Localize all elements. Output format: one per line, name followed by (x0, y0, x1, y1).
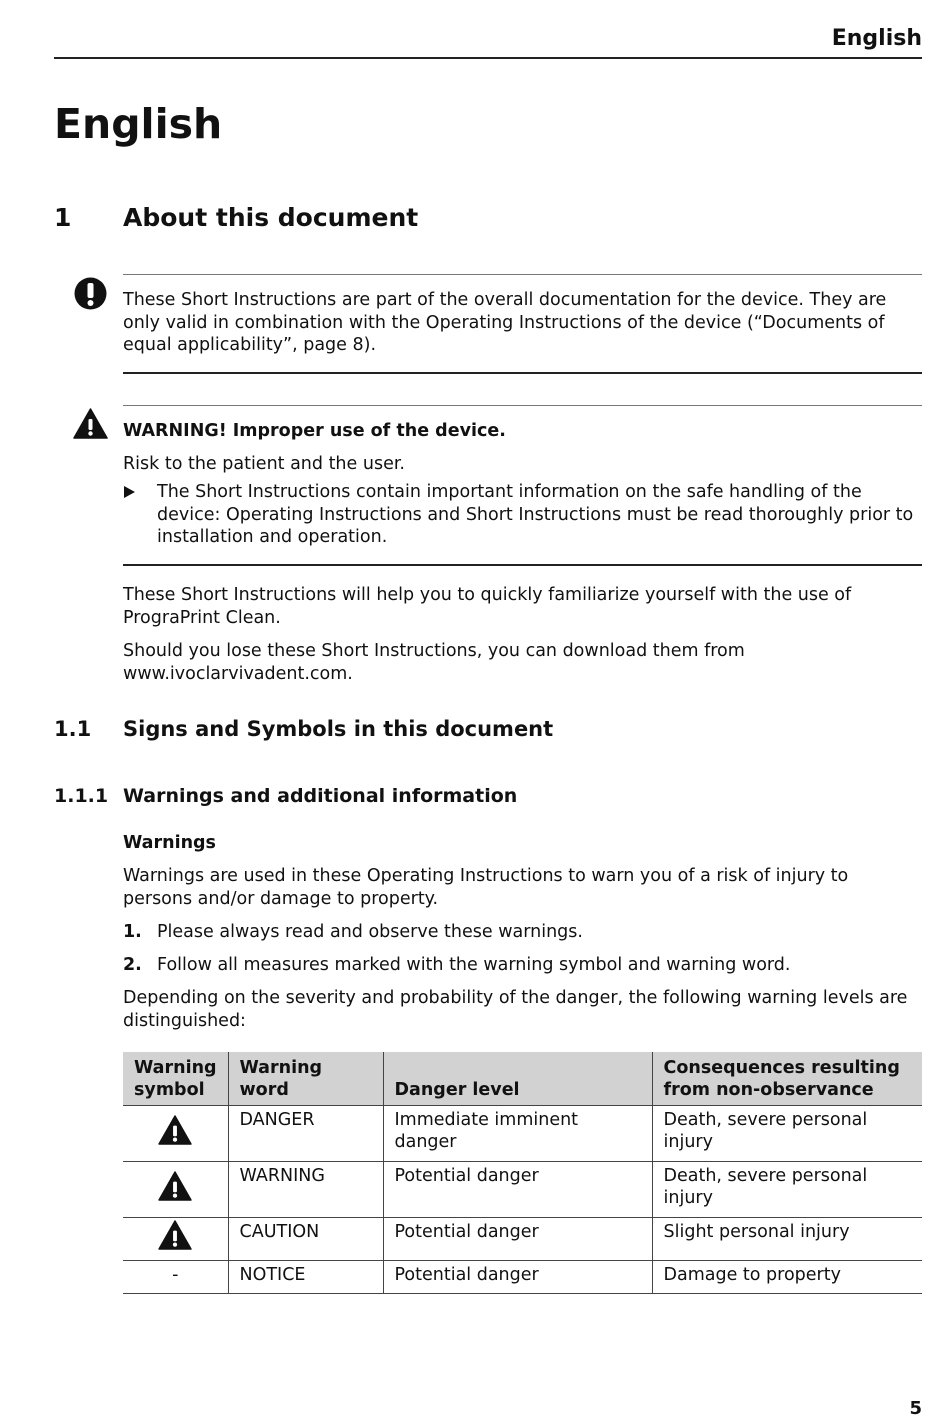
table-row (123, 1161, 922, 1217)
arrow-right-icon (124, 486, 135, 498)
warning-triangle-icon (158, 1115, 192, 1145)
table-cell-symbol (123, 1105, 228, 1161)
section-1-title: About this document (123, 203, 419, 232)
table-cell-consequence: Death, severe personal injury (652, 1161, 922, 1217)
table-row (123, 1217, 922, 1260)
exclamation-circle-icon (74, 277, 107, 310)
note-box-bottom-rule (123, 372, 922, 374)
warning-triangle-icon (158, 1171, 192, 1201)
step-text: Follow all measures marked with the warning symbol and warning word. (157, 955, 791, 975)
warning-box-bottom-rule (123, 564, 922, 566)
note-box-text: These Short Instructions are part of the overall documentation for the device. They are only valid in combination with the Operating Instructions of the device (“Documents of equal applicability”, page 8). (123, 290, 887, 355)
step-number: 1. (123, 922, 142, 942)
note-box-top-rule (123, 274, 922, 275)
warning-box-top-rule (123, 405, 922, 406)
section-1-1-title: Signs and Symbols in this document (123, 717, 554, 741)
table-cell-symbol: - (123, 1260, 228, 1294)
warning-triangle-icon (73, 408, 108, 439)
table-cell-symbol (123, 1161, 228, 1217)
table-cell-word: CAUTION (228, 1217, 383, 1260)
table-header-cell: Warning word (228, 1052, 383, 1105)
warning-levels-table (123, 1052, 922, 1294)
table-header-cell: Consequences resulting from non-observance (652, 1052, 922, 1105)
warnings-subheading: Warnings (123, 833, 216, 853)
table-row (123, 1260, 922, 1294)
table-header-cell: Danger level (383, 1052, 652, 1105)
table-cell-word: WARNING (228, 1161, 383, 1217)
table-cell-consequence: Damage to property (652, 1260, 922, 1294)
intro-paragraph-1: These Short Instructions will help you to quickly familiarize yourself with the use of PrograPrint Clean. (123, 585, 852, 628)
warning-box-risk: Risk to the patient and the user. (123, 454, 405, 474)
step-text: Please always read and observe these warnings. (157, 922, 583, 942)
table-cell-level: Potential danger (383, 1217, 652, 1260)
table-cell-level: Potential danger (383, 1161, 652, 1217)
section-1-number: 1 (54, 203, 72, 232)
table-header-row (123, 1052, 922, 1105)
warning-levels-intro: Depending on the severity and probability of the danger, the following warning levels are distinguished: (123, 988, 908, 1031)
header-rule (54, 57, 922, 59)
table-cell-level: Immediate imminent danger (383, 1105, 652, 1161)
section-1-1-1-title: Warnings and additional information (123, 785, 518, 807)
warning-triangle-icon (158, 1220, 192, 1250)
table-header-cell: Warning symbol (123, 1052, 228, 1105)
page-title: English (54, 100, 223, 148)
intro-paragraph-2: Should you lose these Short Instructions, you can download them from www.ivoclarvivadent.com. (123, 641, 745, 684)
table-cell-symbol (123, 1217, 228, 1260)
warnings-paragraph: Warnings are used in these Operating Instructions to warn you of a risk of injury to persons and/or damage to property. (123, 866, 849, 909)
page-number: 5 (909, 1398, 922, 1419)
section-1-1-1-number: 1.1.1 (54, 785, 109, 807)
warning-box-heading: WARNING! Improper use of the device. (123, 421, 506, 441)
table-cell-consequence: Slight personal injury (652, 1217, 922, 1260)
running-header-language: English (831, 26, 922, 51)
step-number: 2. (123, 955, 142, 975)
table-row (123, 1105, 922, 1161)
warning-box-instruction: The Short Instructions contain important information on the safe handling of the device: Operating Instructions and Short Instructions must be read thoroughly prior to installation and operation. (157, 482, 914, 547)
section-1-1-number: 1.1 (54, 717, 92, 741)
table-cell-level: Potential danger (383, 1260, 652, 1294)
table-cell-word: DANGER (228, 1105, 383, 1161)
table-cell-word: NOTICE (228, 1260, 383, 1294)
table-cell-consequence: Death, severe personal injury (652, 1105, 922, 1161)
